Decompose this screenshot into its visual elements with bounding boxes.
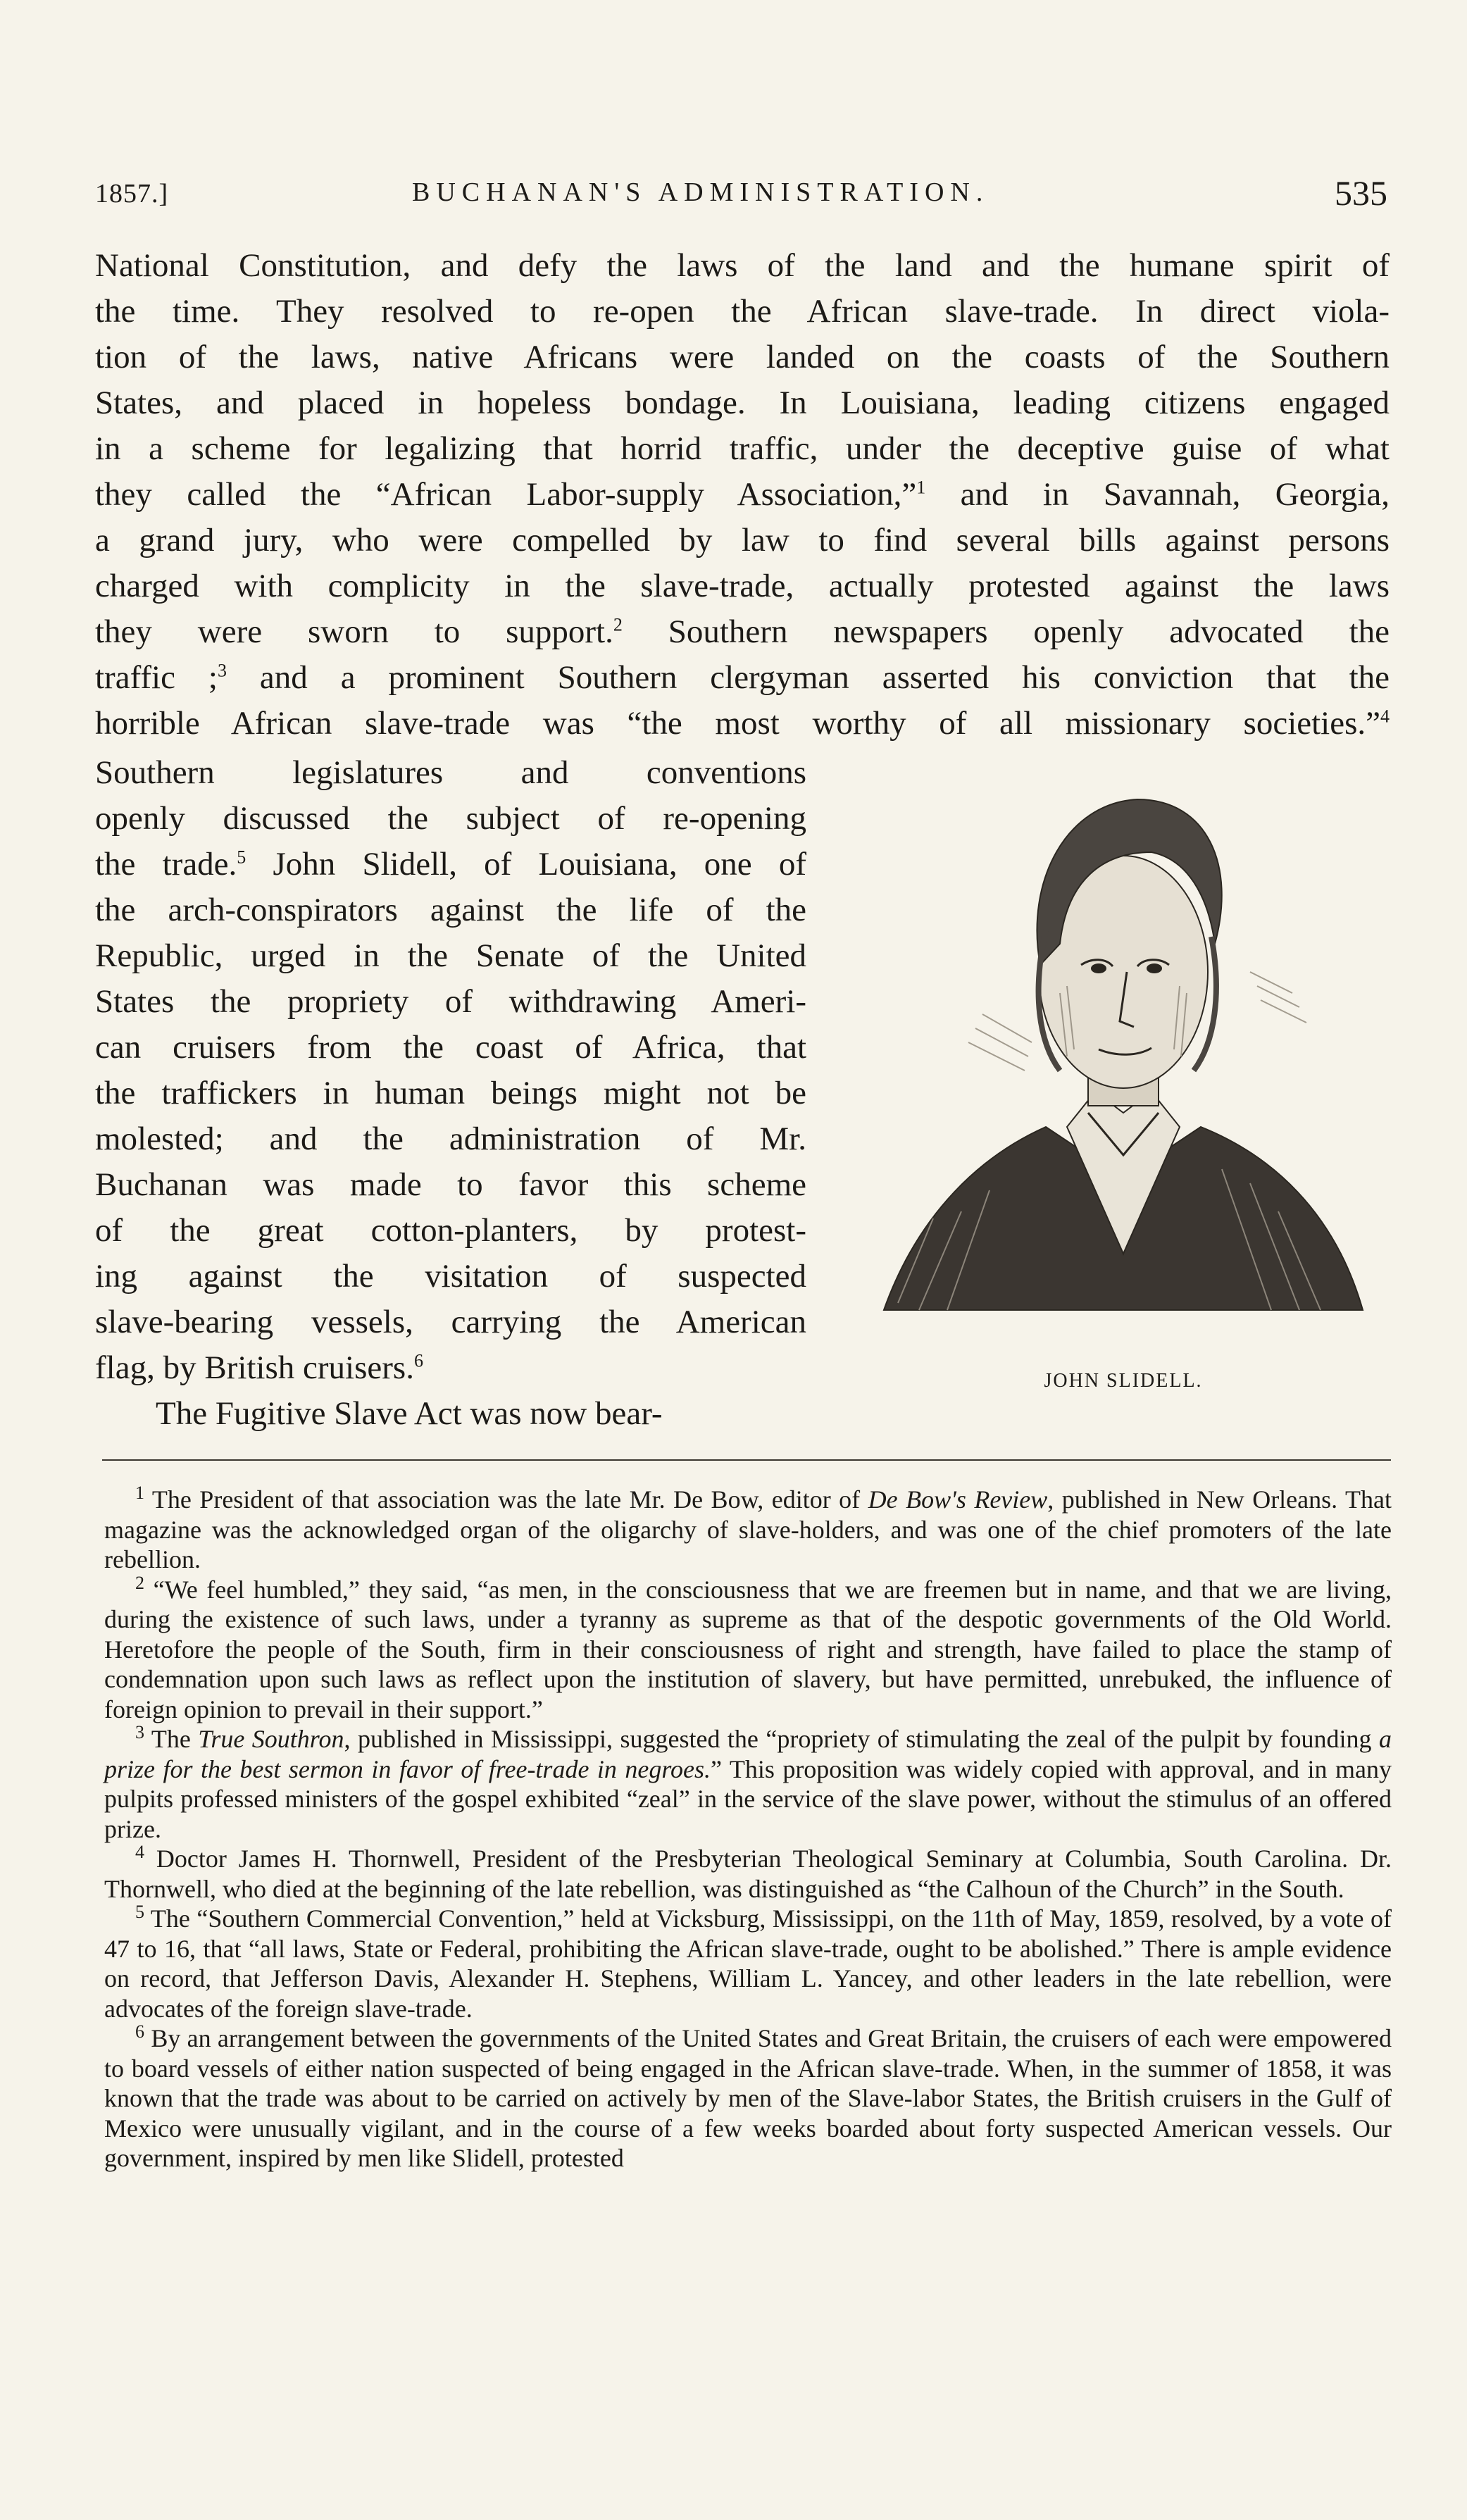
footnote-mark: 5 (237, 847, 246, 868)
footnote (104, 2023, 1392, 2173)
body-line: the time. They resolved to re-open the African slave-trade. In direct viola- (95, 293, 1390, 330)
body-line (95, 701, 1390, 747)
column-line: can cruisers from the coast of Africa, that (95, 1029, 806, 1066)
footnote-number: 1 (135, 1483, 144, 1503)
column-line: Southern legislatures and conventions (95, 754, 806, 791)
column-line: the traffickers in human beings might not be (95, 1075, 806, 1111)
portrait-caption: JOHN SLIDELL. (1044, 1370, 1203, 1392)
column-line: the arch-conspirators against the life of the (95, 892, 806, 928)
footnote-mark: 2 (613, 614, 623, 635)
footnote-number: 4 (135, 1842, 144, 1862)
page-number: 535 (1335, 173, 1387, 213)
body-line-text: horrible African slave-trade was “the most worthy of all missionary societies.” (95, 705, 1380, 742)
footnote-text: The “Southern Commercial Convention,” held at Vicksburg, Mississippi, on the 11th of May, 1859, resolved, by a vote of 47 to 16, that “all laws, State or Federal, prohibiting the African slave-trade, ought to be abolished.” There is ample evidence on record, that Jefferson Davis, Alexander H. Stephens, William L. Yancey, and other leaders in the late rebellion, were advocates of the foreign slave-trade. (104, 1904, 1392, 2023)
footnote-text: The President of that association was the late Mr. De Bow, editor of (151, 1485, 868, 1514)
footnote-text: “We feel humbled,” they said, “as men, in the consciousness that we are freemen but in name, and that we are living, during the existence of such laws, under a tyranny as supreme as that of the despotic governments of the Old World. Heretofore the people of the South, firm in their consciousness of right and strength, have failed to place the stamp of condemnation upon such laws as reflect upon the institution of slavery, but have permitted, unrebuked, the influence of foreign opinion to prevail in their support.” (104, 1575, 1392, 1723)
column-line: Buchanan was made to favor this scheme (95, 1166, 806, 1203)
wrapped-column-paragraph (95, 750, 806, 1437)
footnote-italic: De Bow's Review (868, 1485, 1048, 1514)
column-line: of the great cotton-planters, by protest- (95, 1212, 806, 1249)
footnote-text: By an arrangement between the governments of the United States and Great Britain, the cruisers of each were empowered to board vessels of either nation suspected of being engaged in the African slave-trade. When, in the summer of 1858, it was known that the trade was about to be carried on actively by men of the Slave-labor States, the British cruisers in the Gulf of Mexico were unusually vigilant, and in the course of a few weeks boarded about forty suspected American vessels. Our government, inspired by men like Slidell, protested (104, 2024, 1392, 2172)
running-header (95, 173, 1387, 222)
footnote (104, 1572, 1392, 1725)
footnote-mark: 4 (1380, 706, 1390, 727)
column-line: ing against the visitation of suspected (95, 1258, 806, 1295)
footnote-italic: a prize for the best sermon in favor of free-trade in negroes. (104, 1725, 1392, 1783)
footnote (104, 1485, 1392, 1575)
footnote-text: Doctor James H. Thornwell, President of the Presbyterian Theological Seminary at Columbia, South Carolina. Dr. Thornwell, who died at the beginning of the late rebellion, was distinguished as “the Calhoun of the Church” in the South. (104, 1845, 1392, 1903)
body-line: charged with complicity in the slave-trade, actually protested against the laws (95, 568, 1390, 604)
footnote-italic: True Southron (198, 1725, 344, 1753)
column-line: States the propriety of withdrawing Ameri- (95, 983, 806, 1020)
body-line (95, 472, 1390, 518)
footnote-number: 3 (135, 1722, 144, 1742)
column-line-text: the trade. (95, 846, 237, 882)
body-line: States, and placed in hopeless bondage. In Louisiana, leading citizens engaged (95, 385, 1390, 421)
footnote (104, 1844, 1392, 1904)
body-line: in a scheme for legalizing that horrid traffic, under the deceptive guise of what (95, 430, 1390, 467)
column-line-text: John Slidell, of Louisiana, one of (246, 846, 806, 882)
footnote-mark: 6 (413, 1350, 423, 1371)
body-line: tion of the laws, native Africans were landed on the coasts of the Southern (95, 339, 1390, 375)
column-line: Republic, urged in the Senate of the United (95, 937, 806, 974)
portrait-illustration (856, 761, 1391, 1366)
footnotes (104, 1485, 1392, 2173)
column-line: The Fugitive Slave Act was now bear- (156, 1395, 663, 1432)
column-line-text: flag, by British cruisers. (95, 1349, 414, 1386)
body-line-text: and in Savannah, Georgia, (925, 476, 1390, 513)
column-line: molested; and the administration of Mr. (95, 1121, 806, 1157)
footnote-text: , published in New Orleans. That magazine was the acknowledged organ of the oligarchy of slave-holders, and was one of the chief promoters of the late rebellion. (104, 1485, 1392, 1573)
header-title: BUCHANAN'S ADMINISTRATION. (412, 177, 990, 207)
footnote-number: 2 (135, 1572, 144, 1593)
body-line-text: traffic ; (95, 659, 218, 696)
footnote-text: , published in Mississippi, suggested the “propriety of stimulating the zeal of the pulpit by founding (344, 1725, 1380, 1753)
header-date: 1857.] (95, 179, 169, 208)
column-line: slave-bearing vessels, carrying the American (95, 1304, 806, 1340)
body-paragraph (95, 243, 1390, 747)
footnote-number: 6 (135, 2021, 144, 2042)
footnote-text: The (151, 1725, 199, 1753)
footnote-divider (102, 1459, 1391, 1461)
body-line-text: and a prominent Southern clergyman asserted his conviction that the (226, 659, 1390, 696)
body-line (95, 609, 1390, 655)
body-line-text: they were sworn to support. (95, 613, 613, 650)
footnote-number: 5 (135, 1902, 144, 1922)
portrait-engraving (856, 761, 1391, 1366)
footnote (104, 1904, 1392, 2023)
footnote-text: ” This proposition was widely copied with approval, and in many pulpits professed ministers of the gospel exhibited “zeal” in the service of the slave power, without the stimulus of an offered prize. (104, 1754, 1392, 1843)
footnote-mark: 3 (217, 660, 227, 681)
column-line (95, 842, 806, 887)
body-line-text: they called the “African Labor-supply Association,” (95, 476, 917, 513)
body-line: a grand jury, who were compelled by law to find several bills against persons (95, 522, 1390, 559)
footnote-mark: 1 (916, 477, 926, 498)
body-line (95, 655, 1390, 701)
column-line: openly discussed the subject of re-opening (95, 800, 806, 837)
column-line (95, 1345, 806, 1391)
footnote (104, 1724, 1392, 1844)
body-line-text: Southern newspapers openly advocated the (622, 613, 1390, 650)
body-line: National Constitution, and defy the laws of the land and the humane spirit of (95, 247, 1390, 284)
